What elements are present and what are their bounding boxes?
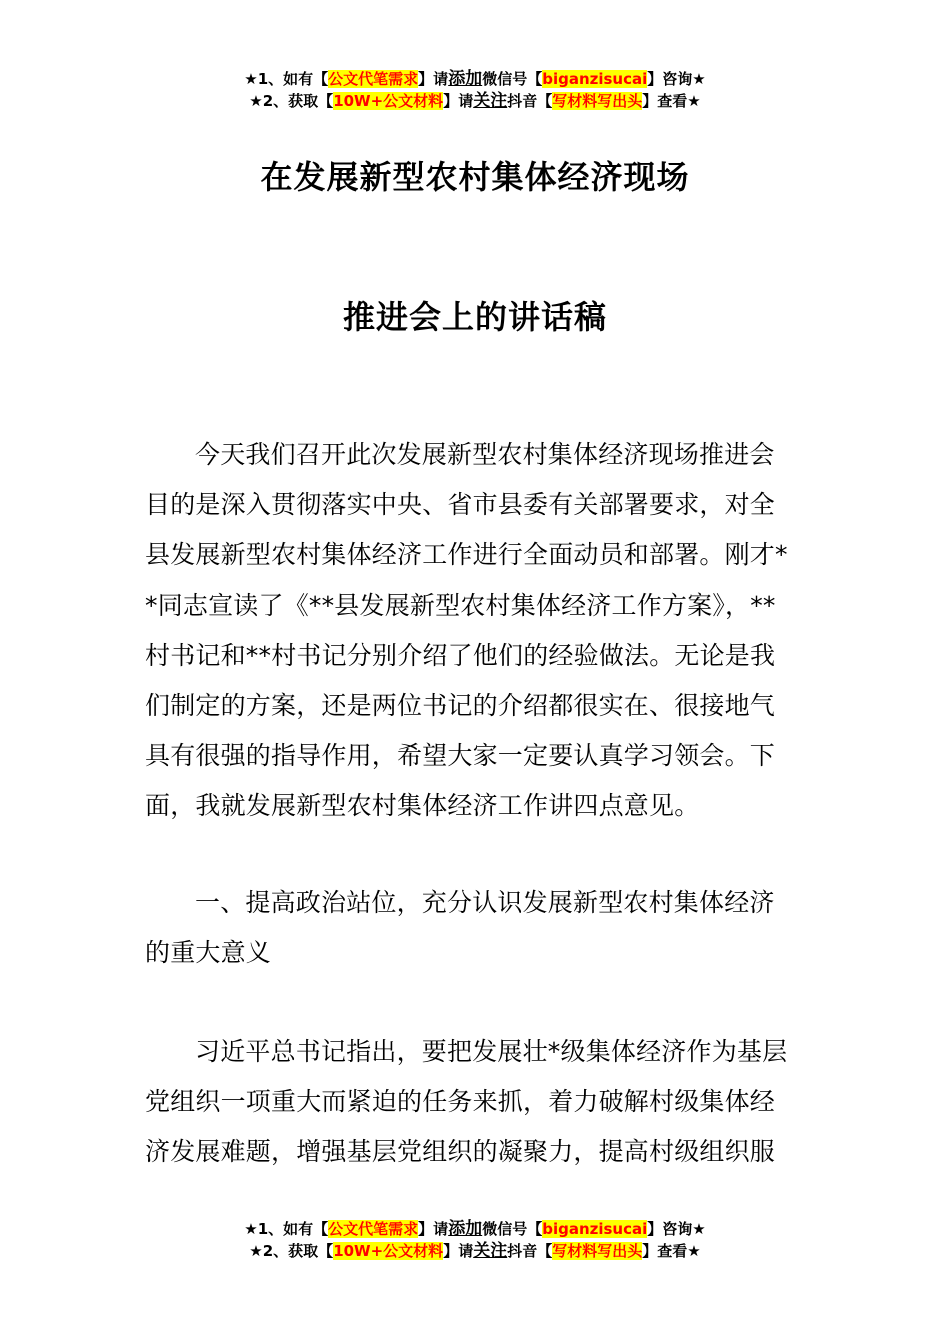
banner-line-1 xyxy=(0,1218,950,1240)
banner-text: 微信号【 xyxy=(482,1220,543,1238)
text-line: 具有很强的指导作用，希望大家一定要认真学习领会。下 xyxy=(145,741,776,771)
banner-text: ★1、如有【 xyxy=(244,1220,329,1238)
banner-text: 】请 xyxy=(418,70,449,88)
body-paragraph-2 xyxy=(145,1027,810,1178)
banner-line-1 xyxy=(0,68,950,90)
banner-highlight: 公文代笔需求 xyxy=(328,70,419,88)
banner-underlined: 添加 xyxy=(448,1219,483,1239)
banner-line-2 xyxy=(0,1240,950,1262)
banner-text: 抖音【 xyxy=(507,92,553,110)
section-heading-1 xyxy=(145,878,810,978)
text-line: 习近平总书记指出，要把发展壮*级集体经济作为基层 xyxy=(195,1037,788,1066)
text-line: 们制定的方案，还是两位书记的介绍都很实在、很接地气 xyxy=(145,690,776,720)
body-paragraph-intro xyxy=(145,430,810,832)
banner-text: 】请 xyxy=(443,92,474,110)
banner-highlight: 10W+公文材料 xyxy=(333,92,444,110)
text-line: *同志宣读了《**县发展新型农村集体经济工作方案》，** xyxy=(145,590,776,620)
header-banner xyxy=(0,68,950,112)
banner-highlight: 公文代笔需求 xyxy=(328,1220,419,1238)
douyin-highlight: 写材料写出头 xyxy=(552,92,643,110)
text-line: 村书记和**村书记分别介绍了他们的经验做法。无论是我 xyxy=(145,640,776,670)
banner-text: 】查看★ xyxy=(642,1242,701,1260)
banner-underlined: 关注 xyxy=(473,1241,508,1261)
banner-text: ★2、获取【 xyxy=(249,92,334,110)
document-title-line-1: 在发展新型农村集体经济现场 xyxy=(260,158,690,196)
text-line: 济发展难题，增强基层党组织的凝聚力，提高村级组织服 xyxy=(145,1137,776,1167)
banner-text: 】请 xyxy=(443,1242,474,1260)
text-line: 目的是深入贯彻落实中央、省市县委有关部署要求，对全 xyxy=(145,490,776,520)
wechat-id-highlight: biganzisucai xyxy=(542,1220,648,1238)
text-line: 今天我们召开此次发展新型农村集体经济现场推进会 xyxy=(195,440,775,469)
text-line: 党组织一项重大而紧迫的任务来抓，着力破解村级集体经 xyxy=(145,1087,776,1117)
banner-text: 】请 xyxy=(418,1220,449,1238)
banner-text: ★2、获取【 xyxy=(249,1242,334,1260)
banner-highlight: 10W+公文材料 xyxy=(333,1242,444,1260)
text-line: 县发展新型农村集体经济工作进行全面动员和部署。刚才* xyxy=(145,540,788,570)
banner-text: 】咨询★ xyxy=(647,1220,706,1238)
heading-line: 一、提高政治站位，充分认识发展新型农村集体经济 xyxy=(195,888,775,917)
banner-underlined: 关注 xyxy=(473,91,508,111)
wechat-id-highlight: biganzisucai xyxy=(542,70,648,88)
footer-banner xyxy=(0,1218,950,1262)
banner-text: 】查看★ xyxy=(642,92,701,110)
banner-underlined: 添加 xyxy=(448,69,483,89)
banner-text: ★1、如有【 xyxy=(244,70,329,88)
text-line: 面，我就发展新型农村集体经济工作讲四点意见。 xyxy=(145,791,700,821)
banner-line-2 xyxy=(0,90,950,112)
document-title-line-2: 推进会上的讲话稿 xyxy=(342,298,607,336)
douyin-highlight: 写材料写出头 xyxy=(552,1242,643,1260)
banner-text: 抖音【 xyxy=(507,1242,553,1260)
banner-text: 】咨询★ xyxy=(647,70,706,88)
heading-line: 的重大意义 xyxy=(145,938,272,968)
banner-text: 微信号【 xyxy=(482,70,543,88)
